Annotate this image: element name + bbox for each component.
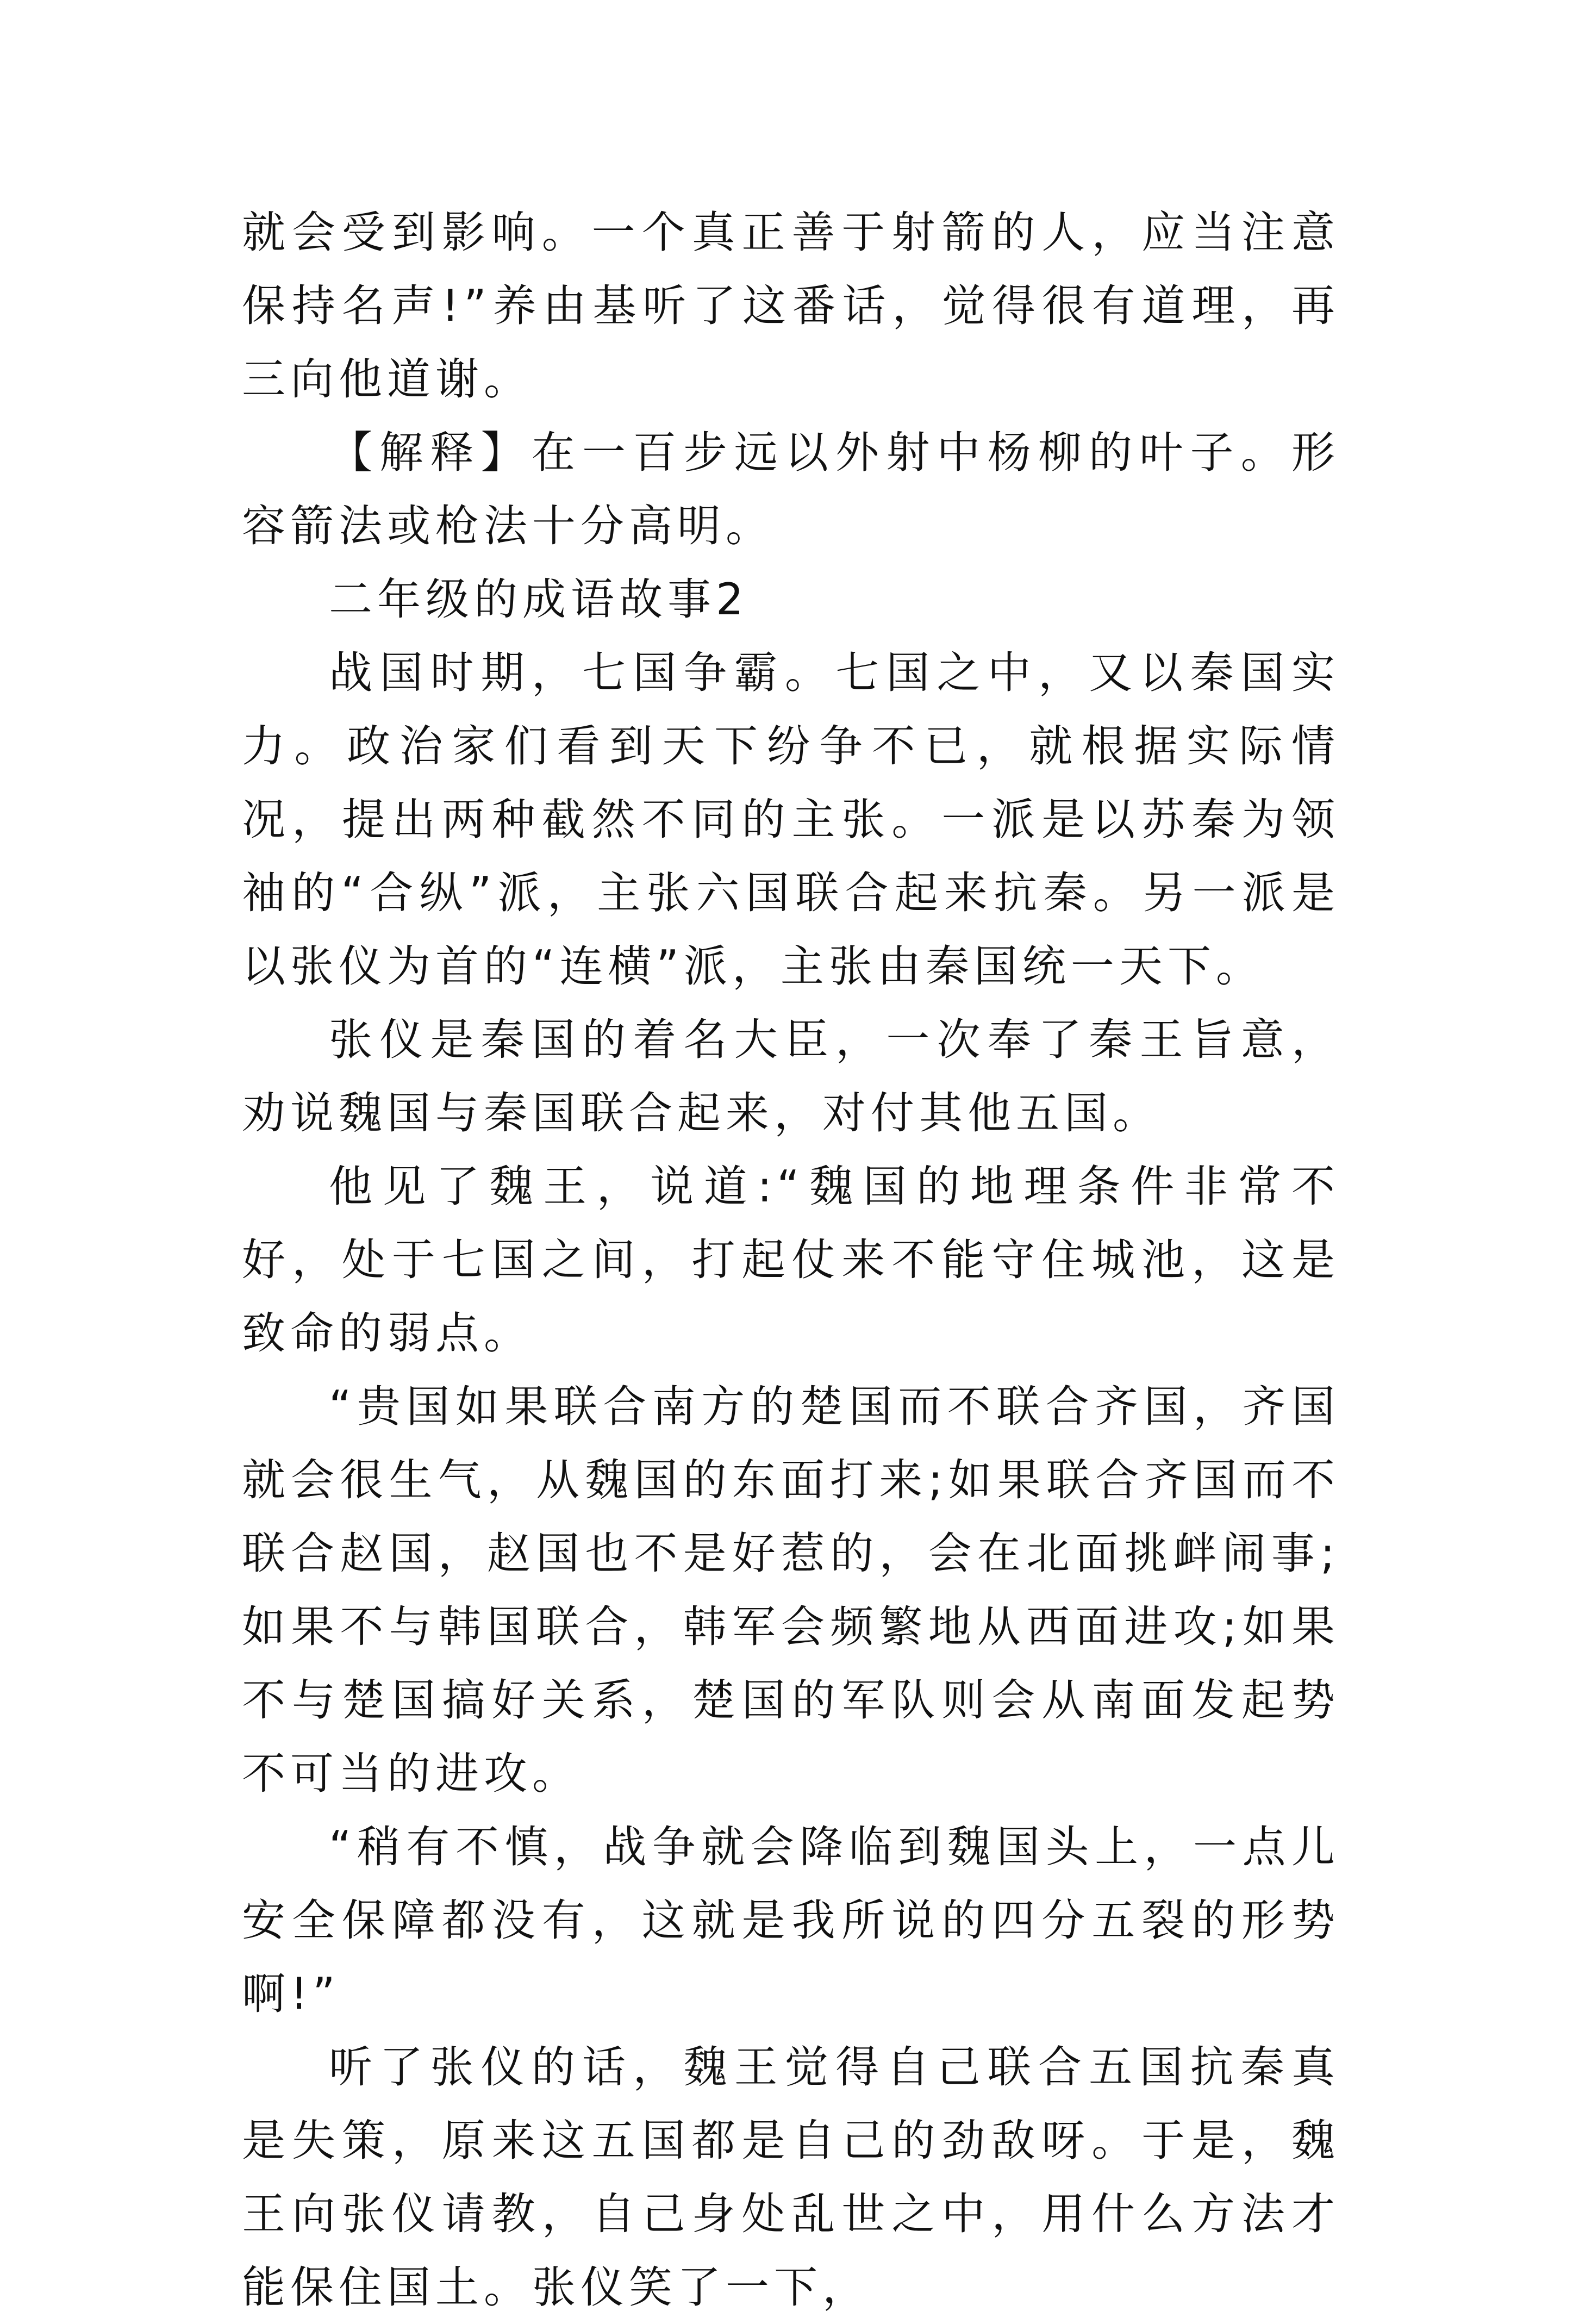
paragraph: 他见了魏王，说道:“魏国的地理条件非常不好，处于七国之间，打起仗来不能守住城池，这是致命的弱点。	[242, 1161, 1340, 1359]
paragraph: 张仪是秦国的着名大臣，一次奉了秦王旨意，劝说魏国与秦国联合起来，对付其他五国。	[242, 1014, 1340, 1138]
paragraph: “贵国如果联合南方的楚国而不联合齐国，齐国就会很生气，从魏国的东面打来;如果联合齐国而不联合赵国，赵国也不是好惹的，会在北面挑衅闹事;如果不与韩国联合，韩军会频繁地从西面进攻;如果不与楚国搞好关系，楚国的军队则会从南面发起势不可当的进攻。	[242, 1381, 1340, 1799]
paragraph-explanation: 【解释】在一百步远以外射中杨柳的叶子。形容箭法或枪法十分高明。	[242, 427, 1340, 551]
paragraph: “稍有不慎，战争就会降临到魏国头上，一点儿安全保障都没有，这就是我所说的四分五裂的形势啊!”	[242, 1822, 1340, 2019]
paragraph: 战国时期，七国争霸。七国之中，又以秦国实力。政治家们看到天下纷争不已，就根据实际情况，提出两种截然不同的主张。一派是以苏秦为领袖的“合纵”派，主张六国联合起来抗秦。另一派是以张仪为首的“连横”派，主张由秦国统一天下。	[242, 647, 1340, 992]
paragraph-continuation: 就会受到影响。一个真正善于射箭的人，应当注意保持名声!”养由基听了这番话，觉得很有道理，再三向他道谢。	[242, 207, 1340, 404]
document-body	[242, 196, 1340, 2324]
section-heading: 二年级的成语故事2	[329, 574, 748, 625]
paragraph: 听了张仪的话，魏王觉得自己联合五国抗秦真是失策，原来这五国都是自己的劲敌呀。于是，魏王向张仪请教，自己身处乱世之中，用什么方法才能保住国土。张仪笑了一下，	[242, 2042, 1340, 2313]
